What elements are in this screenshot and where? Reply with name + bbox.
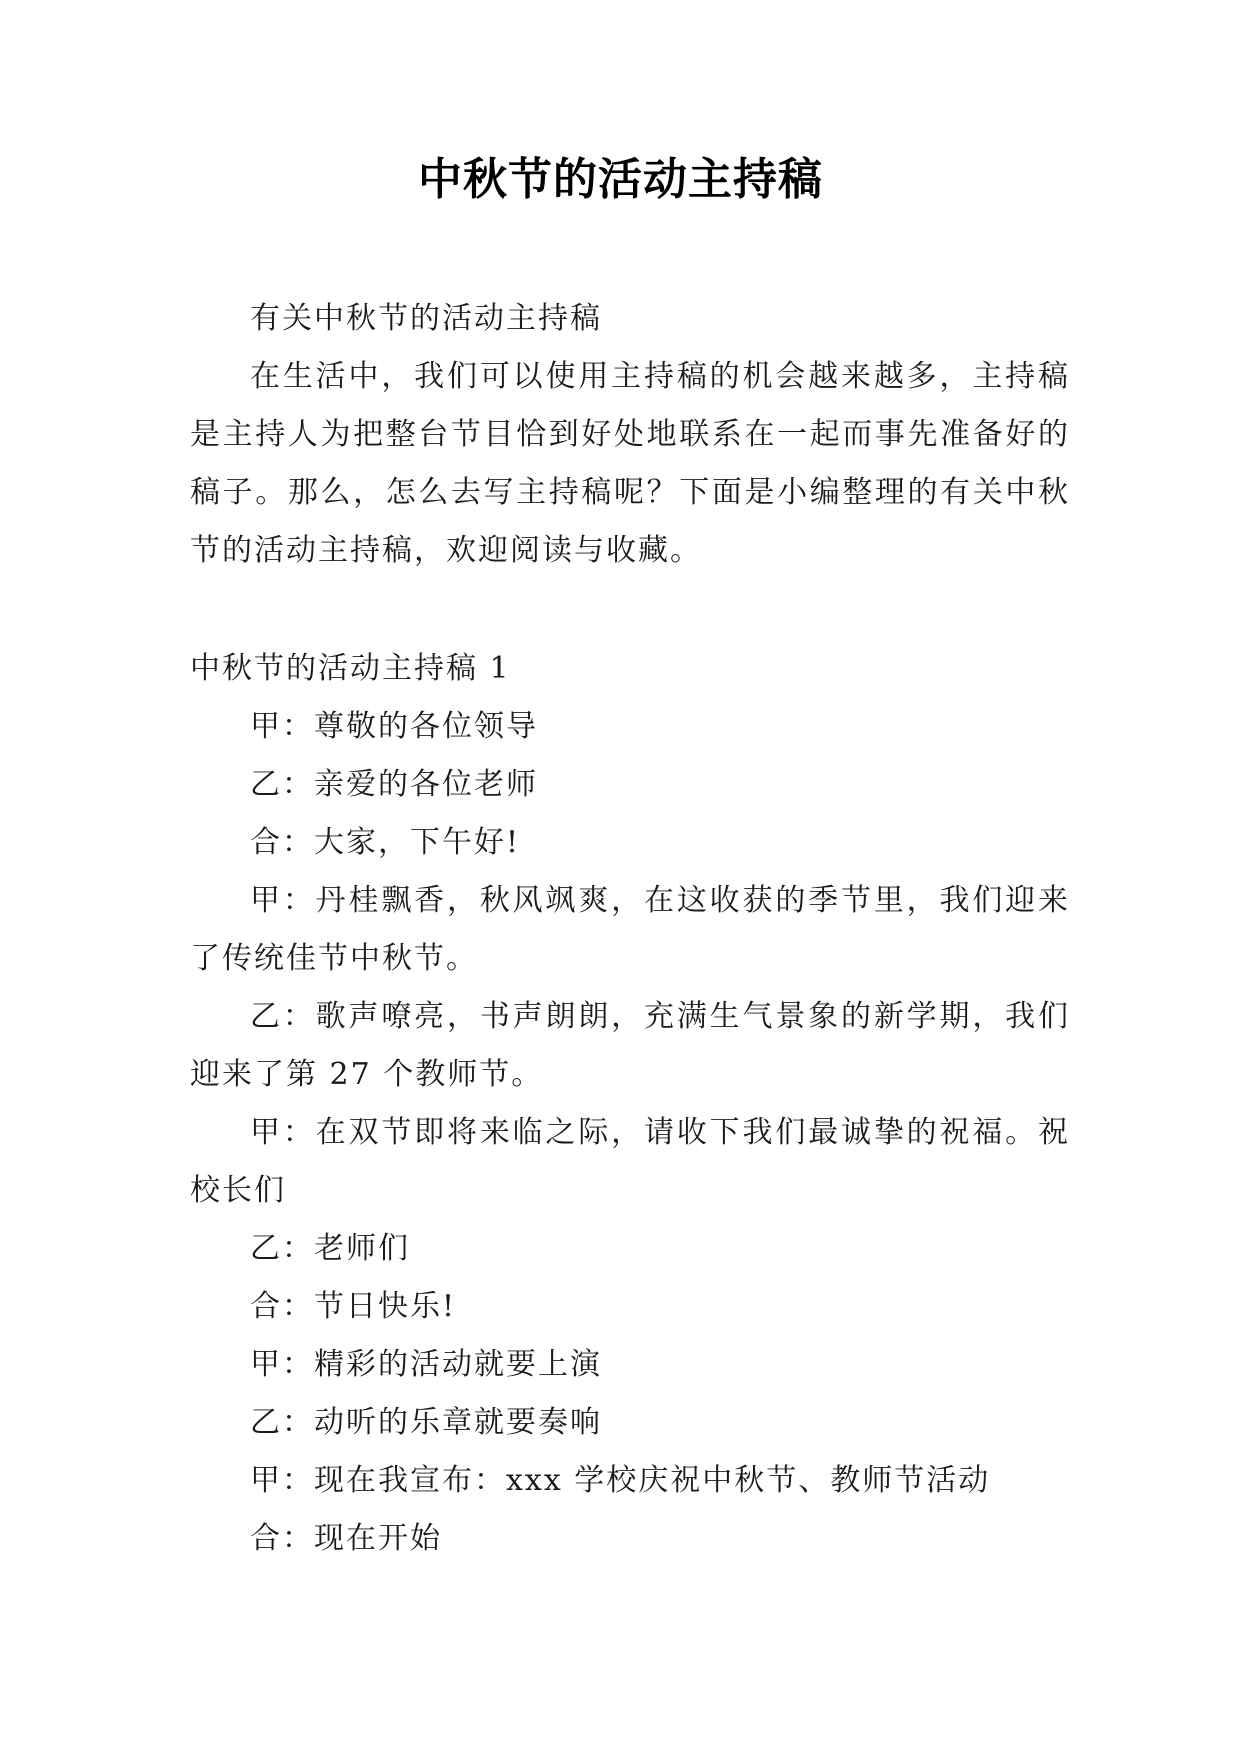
dialogue-line: 合：大家，下午好! [250,825,521,860]
dialogue-line: 甲：精彩的活动就要上演 [250,1347,602,1382]
dialogue-line: 甲：现在我宣布：xxx 学校庆祝中秋节、教师节活动 [250,1463,991,1498]
section-gap [190,580,1070,640]
intro-paragraph: 在生活中，我们可以使用主持稿的机会越来越多，主持稿是主持人为把整台节目恰到好处地联系在一起而事先准备好的稿子。那么，怎么去写主持稿呢？下面是小编整理的有关中秋节的活动主持稿，欢迎阅读与收藏。 [190,359,1070,568]
document-body [190,290,1070,1568]
dialogue-line: 甲：在双节即将来临之际，请收下我们最诚挚的祝福。祝校长们 [190,1115,1070,1208]
intro-heading: 有关中秋节的活动主持稿 [250,301,602,336]
dialogue-line: 乙：亲爱的各位老师 [250,767,538,802]
document-title: 中秋节的活动主持稿 [418,154,823,205]
dialogue-line: 合：节日快乐! [250,1289,457,1324]
dialogue-line: 乙：动听的乐章就要奏响 [250,1405,602,1440]
dialogue-line: 甲：尊敬的各位领导 [250,709,538,744]
dialogue-line: 乙：老师们 [250,1231,410,1266]
dialogue-line: 合：现在开始 [250,1521,442,1556]
section-heading: 中秋节的活动主持稿 1 [190,651,511,686]
dialogue-line: 甲：丹桂飘香，秋风飒爽，在这收获的季节里，我们迎来了传统佳节中秋节。 [190,883,1070,976]
dialogue-line: 乙：歌声嘹亮，书声朗朗，充满生气景象的新学期，我们迎来了第 27 个教师节。 [190,999,1070,1092]
